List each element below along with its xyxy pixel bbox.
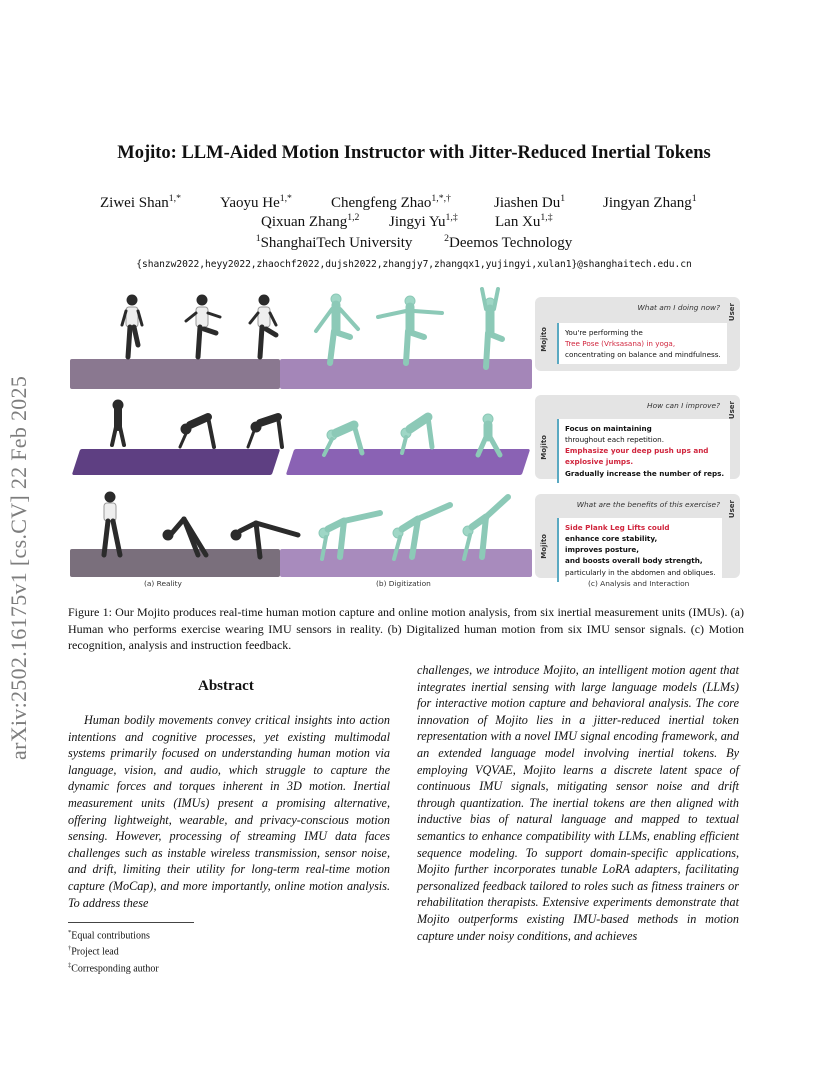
assistant-answer: You're performing the Tree Pose (Vrksasana) in yoga, concentrating on balance and mindfulness. bbox=[557, 323, 727, 364]
chat-panel bbox=[535, 297, 740, 371]
motion-sequence-illustration bbox=[68, 287, 536, 587]
figure-caption: Figure 1: Our Mojito produces real-time human motion capture and online motion analysis, from six inertial measurement units (IMUs). (a) Human who performs exercise wearing IMU sensors in reality. (b) Digitalized human motion from six IMU sensor signals. (c) Motion recognition, analysis and instruction feedback. bbox=[68, 605, 744, 652]
person-figure bbox=[250, 295, 276, 357]
chat-panel bbox=[535, 395, 740, 479]
assistant-tag: Mojito bbox=[540, 534, 548, 559]
arxiv-side-stamp: arXiv:2502.16175v1 [cs.CV] 22 Feb 2025 bbox=[6, 375, 31, 760]
digital-avatar bbox=[393, 505, 450, 559]
author: Lan $Xu^{1,\ddagger}$ bbox=[495, 212, 553, 230]
abstract-heading: Abstract bbox=[198, 678, 254, 694]
person-figure bbox=[231, 523, 298, 557]
abstract-column-left: Human bodily movements convey critical insights into action intentions and cognitive processes, yet existing multimodal systems primarily focused on understanding human motion via language, vision, and audio, which struggle to capture the dynamic forces and torques inherent in 3D motion. Inertial measurement units (IMUs) present a promising alternative, offering lightweight, wearable, and privacy-conscious motion sensing. However, processing of streaming IMU data faces challenges such as instable wireless transmission, sensor noise, and drift, limiting their utility for long-term real-time motion capture (MoCap), and more importantly, online motion analysis. To address these bbox=[68, 713, 390, 910]
assistant-answer: Focus on maintaining throughout each repetition. Emphasize your deep push ups and explosive jumps. Gradually increase the number of reps. bbox=[557, 419, 730, 483]
assistant-tag: Mojito bbox=[540, 435, 548, 460]
footnote: †Project lead bbox=[68, 945, 119, 958]
digital-avatar bbox=[316, 294, 358, 363]
author: Jingyan Zhang$^1$ bbox=[603, 193, 697, 211]
person-figure bbox=[163, 519, 206, 555]
subfigure-caption: (b) Digitization bbox=[376, 579, 431, 588]
author-emails: {shanzw2022,heyy2022,zhaochf2022,dujsh2022,zhangjy7,zhangqx1,yujingyi,xulan1}@shanghaitech.edu.cn bbox=[136, 259, 692, 270]
subfigure-caption: (c) Analysis and Interaction bbox=[588, 579, 690, 588]
assistant-tag: Mojito bbox=[540, 327, 548, 352]
digital-avatar bbox=[401, 417, 432, 453]
author: Jiashen Du$^1$ bbox=[494, 193, 566, 211]
person-figure bbox=[122, 295, 142, 357]
person-figure bbox=[104, 492, 120, 555]
user-tag: User bbox=[728, 303, 736, 322]
person-figure bbox=[180, 417, 214, 447]
affiliation: $^2$Deemos Technology bbox=[444, 233, 573, 251]
author: Qixuan Zhang$^{1,2}$ bbox=[261, 212, 360, 230]
user-question: How can I improve? bbox=[647, 401, 720, 410]
author: Jingyi $Yu^{1,\ddagger}$ bbox=[389, 212, 458, 230]
abstract-column-right: challenges, we introduce Mojito, an intelligent motion agent that integrates inertial sensing with large language models (LLMs) for interactive motion capture and behavioral analysis. The core innovation of Mojito lies in a jitter-reduced inertial token representation with a novel IMU signal encoding framework, and an extended language model involving inertial tokens. By employing VQVAE, Mojito learns a discrete latent space of continuous IMU signals, mitigating sensor noise and drift through quantization. The inertial tokens are then aligned with inductive bias of natural language and mapped to textual semantics to enhance compatibility with LLMs, enabling efficient sequence modeling. To support domain-specific applications, Mojito further incorporates tunable LoRA adapters, facilitating personalized feedback tailored to roles such as fitness trainers or rehabilitation therapists. Extensive experiments demonstrate that Mojito outperforms existing IMU-based methods in motion capture under noisy conditions, and achieves bbox=[417, 663, 739, 943]
digital-avatar bbox=[463, 497, 508, 559]
digital-avatar bbox=[378, 296, 442, 363]
author: Ziwei Shan$^{1,*}$ bbox=[100, 193, 181, 211]
footnotes bbox=[68, 926, 159, 975]
person-figure bbox=[186, 295, 220, 357]
digital-avatar bbox=[478, 414, 500, 455]
subfigure-caption: (a) Reality bbox=[144, 579, 182, 588]
affiliation: $^1$ShanghaiTech University bbox=[255, 233, 413, 251]
footnote-rule bbox=[68, 922, 194, 923]
person-figure bbox=[248, 417, 282, 447]
user-question: What am I doing now? bbox=[637, 303, 720, 312]
teaser-figure bbox=[68, 287, 740, 597]
user-question: What are the benefits of this exercise? bbox=[576, 500, 720, 509]
author: Chengfeng Zhao$^{1,*,\dagger}$ bbox=[331, 193, 451, 211]
assistant-answer: Side Plank Leg Lifts could enhance core stability, improves posture, and boosts overall body strength, particularly in the abdomen and obliques. bbox=[557, 518, 722, 582]
digital-avatar bbox=[482, 289, 502, 367]
footnote: ‡Corresponding author bbox=[68, 961, 159, 974]
chat-panel bbox=[535, 494, 740, 578]
user-tag: User bbox=[728, 401, 736, 420]
digital-avatar bbox=[324, 425, 362, 455]
paper-title: Mojito: LLM-Aided Motion Instructor with Jitter-Reduced Inertial Tokens bbox=[117, 143, 711, 163]
footnote: *Equal contributions bbox=[68, 929, 150, 942]
affiliations bbox=[0, 233, 828, 252]
author-list bbox=[80, 193, 760, 229]
digital-avatar bbox=[319, 513, 380, 559]
author: Yaoyu $He^{1,*}$ bbox=[220, 193, 292, 211]
person-figure bbox=[112, 400, 124, 445]
user-tag: User bbox=[728, 500, 736, 519]
